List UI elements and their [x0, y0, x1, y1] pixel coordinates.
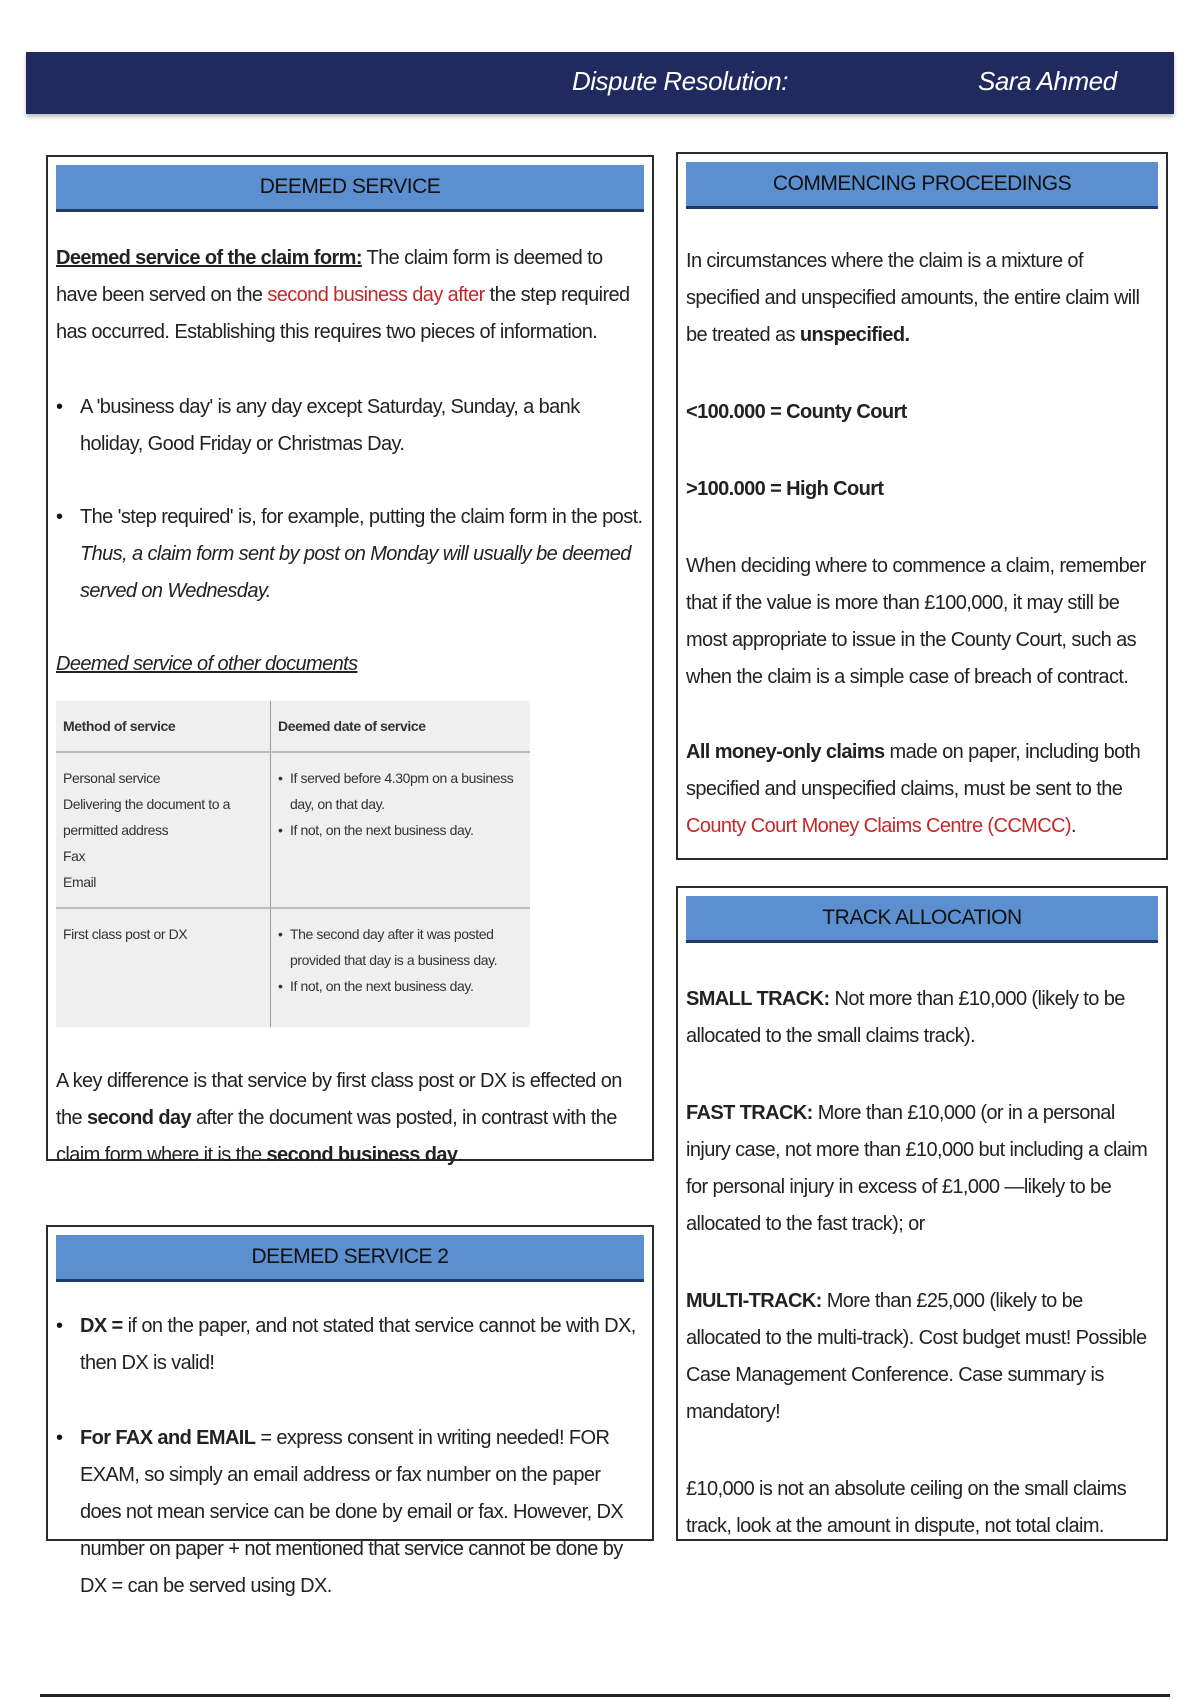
method-item: Personal service: [63, 770, 161, 786]
method-item: Delivering the document to a permitted address: [63, 796, 231, 838]
footer-divider: [40, 1694, 1170, 1697]
author-name: Sara Ahmed: [978, 66, 1117, 96]
table-cell: [56, 752, 271, 908]
service-methods-table: [56, 701, 530, 1027]
table-cell: [271, 908, 531, 1027]
claim-form-text: The claim form is deemed to have been served on the: [56, 247, 603, 306]
fast-track-paragraph: [686, 1095, 1158, 1243]
date-item: • If served before 4.30pm on a business day, on that day.: [278, 765, 523, 817]
column-header: Deemed date of service: [271, 701, 531, 752]
fast-track-label: FAST TRACK:: [686, 1102, 813, 1124]
second-day-bold: second day: [86, 1107, 192, 1129]
key-difference-text-3: .: [457, 1144, 463, 1166]
key-difference-text-2: after the document was posted, in contrast with the claim form where it is the: [56, 1107, 617, 1166]
multi-track-paragraph: [686, 1283, 1158, 1431]
ceiling-paragraph: £10,000 is not an absolute ceiling on the small claims track, look at the amount in dispute, not total claim.: [686, 1478, 1127, 1537]
list-item: [56, 499, 644, 610]
deciding-paragraph: When deciding where to commence a claim, remember that if the value is more than £100,000, it may still be most appropriate to issue in the County Court, such as when the claim is a simple case of breach of contract.: [686, 555, 1146, 688]
panel-heading: TRACK ALLOCATION: [686, 896, 1158, 943]
unspecified-bold: unspecified.: [799, 324, 910, 346]
high-court-threshold: >100.000 = High Court: [686, 478, 884, 500]
multi-track-label: MULTI-TRACK:: [686, 1290, 822, 1312]
second-business-day-bold: second business day: [266, 1144, 458, 1166]
table-header-row: [56, 701, 530, 752]
method-item: Fax: [63, 848, 86, 864]
fast-track-text: More than £10,000 (or in a personal injury case, not more than £10,000 but including a claim for personal injury in excess of £1,000 —likely to be allocated to the fast track); or: [686, 1102, 1148, 1235]
method-item: First class post or DX: [63, 926, 188, 942]
other-documents-label: Deemed service of other documents: [56, 653, 358, 675]
panel-heading: COMMENCING PROCEEDINGS: [686, 162, 1158, 209]
mixture-paragraph: [686, 243, 1158, 354]
table-row: [56, 752, 530, 908]
bullet-bold: DX =: [80, 1315, 123, 1337]
deemed-service-panel: [46, 155, 654, 1166]
claim-form-label: Deemed service of the claim form:: [56, 247, 362, 269]
deemed-service-2-bullets: [56, 1308, 644, 1605]
list-item: [56, 1420, 644, 1605]
key-difference-text: A key difference is that service by first class post or DX is effected on the: [56, 1070, 622, 1129]
claim-form-paragraph: [56, 240, 644, 351]
key-difference-paragraph: [56, 1063, 644, 1174]
table-row: [56, 908, 530, 1027]
money-only-paragraph: [686, 734, 1158, 845]
method-item: Email: [63, 874, 97, 890]
county-court-threshold: <100.000 = County Court: [686, 401, 907, 423]
second-business-day-highlight: second business day after: [267, 284, 485, 306]
deemed-service-2-panel: [46, 1225, 654, 1597]
page-title: Dispute Resolution:: [572, 66, 788, 96]
list-item: [56, 389, 644, 463]
bullet-italic-text: Thus, a claim form sent by post on Monday will usually be deemed served on Wednesday.: [80, 543, 631, 602]
list-item: [56, 1308, 644, 1382]
ccmcc-highlight: County Court Money Claims Centre (CCMCC): [686, 815, 1071, 837]
table-cell: [271, 752, 531, 908]
multi-track-text: More than £25,000 (likely to be allocated to the multi-track). Cost budget must! Possible Case Management Conference. Case summary is mandatory!: [686, 1290, 1147, 1423]
commencing-proceedings-panel: [676, 152, 1168, 860]
deemed-service-bullets: [56, 389, 644, 610]
money-only-end: .: [1071, 815, 1076, 837]
bullet-bold: For FAX and EMAIL: [80, 1427, 256, 1449]
track-allocation-panel: [676, 886, 1168, 1541]
table-cell: [56, 908, 271, 1027]
bullet-text: = express consent in writing needed! FOR EXAM, so simply an email address or fax number on the paper does not mean service can be done by email or fax. However, DX number on paper + not mentioned that service cannot be done by DX = can be served using DX.: [80, 1427, 624, 1597]
bullet-text: The 'step required' is, for example, putting the claim form in the post.: [80, 506, 643, 528]
date-item: • If not, on the next business day.: [278, 817, 523, 843]
date-item: • If not, on the next business day.: [278, 973, 523, 999]
column-header: Method of service: [56, 701, 271, 752]
panel-heading: DEEMED SERVICE 2: [56, 1235, 644, 1282]
small-track-paragraph: [686, 981, 1158, 1055]
small-track-text: Not more than £10,000 (likely to be allocated to the small claims track).: [686, 988, 1125, 1047]
header-bar: [26, 52, 1174, 114]
bullet-text: if on the paper, and not stated that service cannot be with DX, then DX is valid!: [80, 1315, 636, 1374]
bullet-text: A 'business day' is any day except Saturday, Sunday, a bank holiday, Good Friday or Christmas Day.: [80, 396, 580, 455]
claim-form-text-2: the step required has occurred. Establishing this requires two pieces of information.: [56, 284, 630, 343]
money-only-text: made on paper, including both specified and unspecified claims, must be sent to the: [686, 741, 1141, 800]
mixture-text: In circumstances where the claim is a mixture of specified and unspecified amounts, the entire claim will be treated as: [686, 250, 1140, 346]
money-only-bold: All money-only claims: [686, 741, 885, 763]
date-item: • The second day after it was posted provided that day is a business day.: [278, 921, 523, 973]
small-track-label: SMALL TRACK:: [686, 988, 830, 1010]
panel-heading: DEEMED SERVICE: [56, 165, 644, 212]
